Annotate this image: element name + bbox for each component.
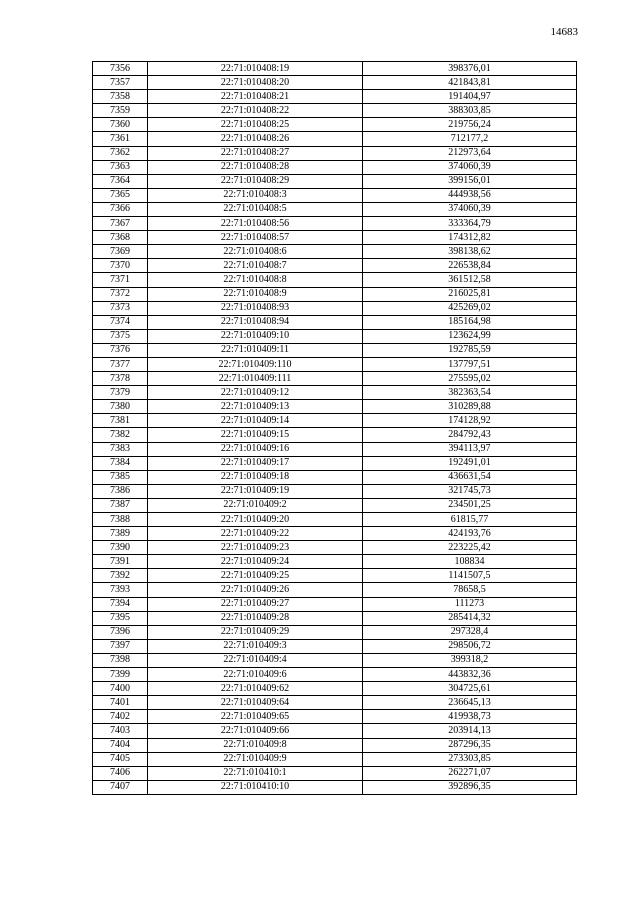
cadastral-number-cell: 22:71:010409:22 xyxy=(148,527,363,541)
value-cell: 421843,81 xyxy=(363,76,577,90)
cadastral-number-cell: 22:71:010409:19 xyxy=(148,484,363,498)
row-number-cell: 7368 xyxy=(93,231,148,245)
value-cell: 298506,72 xyxy=(363,639,577,653)
row-number-cell: 7393 xyxy=(93,583,148,597)
row-number-cell: 7398 xyxy=(93,653,148,667)
cadastral-number-cell: 22:71:010409:64 xyxy=(148,696,363,710)
value-cell: 191404,97 xyxy=(363,90,577,104)
value-cell: 137797,51 xyxy=(363,357,577,371)
table-row xyxy=(93,555,577,569)
cadastral-number-cell: 22:71:010409:8 xyxy=(148,738,363,752)
value-cell: 78658,5 xyxy=(363,583,577,597)
value-cell: 223225,42 xyxy=(363,541,577,555)
row-number-cell: 7375 xyxy=(93,329,148,343)
table-row xyxy=(93,217,577,231)
value-cell: 712177,2 xyxy=(363,132,577,146)
value-cell: 174312,82 xyxy=(363,231,577,245)
value-cell: 382363,54 xyxy=(363,386,577,400)
cadastral-number-cell: 22:71:010409:27 xyxy=(148,597,363,611)
cadastral-number-cell: 22:71:010410:1 xyxy=(148,766,363,780)
row-number-cell: 7370 xyxy=(93,259,148,273)
row-number-cell: 7386 xyxy=(93,484,148,498)
table-row xyxy=(93,160,577,174)
table-row xyxy=(93,513,577,527)
value-cell: 273303,85 xyxy=(363,752,577,766)
row-number-cell: 7406 xyxy=(93,766,148,780)
value-cell: 285414,32 xyxy=(363,611,577,625)
value-cell: 419938,73 xyxy=(363,710,577,724)
value-cell: 123624,99 xyxy=(363,329,577,343)
value-cell: 192785,59 xyxy=(363,343,577,357)
table-row xyxy=(93,76,577,90)
row-number-cell: 7379 xyxy=(93,386,148,400)
value-cell: 212973,64 xyxy=(363,146,577,160)
value-cell: 361512,58 xyxy=(363,273,577,287)
value-cell: 310289,88 xyxy=(363,400,577,414)
cadastral-number-cell: 22:71:010408:21 xyxy=(148,90,363,104)
table-row xyxy=(93,442,577,456)
table-row xyxy=(93,414,577,428)
row-number-cell: 7396 xyxy=(93,625,148,639)
cadastral-number-cell: 22:71:010408:8 xyxy=(148,273,363,287)
table-row xyxy=(93,245,577,259)
row-number-cell: 7403 xyxy=(93,724,148,738)
cadastral-number-cell: 22:71:010409:17 xyxy=(148,456,363,470)
cadastral-number-cell: 22:71:010409:14 xyxy=(148,414,363,428)
row-number-cell: 7362 xyxy=(93,146,148,160)
value-cell: 108834 xyxy=(363,555,577,569)
value-cell: 111273 xyxy=(363,597,577,611)
row-number-cell: 7402 xyxy=(93,710,148,724)
value-cell: 443832,36 xyxy=(363,668,577,682)
table-row xyxy=(93,724,577,738)
value-cell: 398376,01 xyxy=(363,62,577,76)
cadastral-number-cell: 22:71:010409:20 xyxy=(148,513,363,527)
table-row xyxy=(93,62,577,76)
value-cell: 304725,61 xyxy=(363,682,577,696)
table-row xyxy=(93,456,577,470)
cadastral-number-cell: 22:71:010409:16 xyxy=(148,442,363,456)
value-cell: 436631,54 xyxy=(363,470,577,484)
table-row xyxy=(93,752,577,766)
row-number-cell: 7381 xyxy=(93,414,148,428)
value-cell: 61815,77 xyxy=(363,513,577,527)
cadastral-number-cell: 22:71:010409:62 xyxy=(148,682,363,696)
cadastral-number-cell: 22:71:010409:12 xyxy=(148,386,363,400)
cadastral-number-cell: 22:71:010409:18 xyxy=(148,470,363,484)
table-row xyxy=(93,569,577,583)
table-row xyxy=(93,301,577,315)
value-cell: 399318,2 xyxy=(363,653,577,667)
cadastral-number-cell: 22:71:010408:25 xyxy=(148,118,363,132)
table-row xyxy=(93,90,577,104)
cadastral-number-cell: 22:71:010408:27 xyxy=(148,146,363,160)
value-cell: 374060,39 xyxy=(363,202,577,216)
row-number-cell: 7387 xyxy=(93,498,148,512)
table-row xyxy=(93,668,577,682)
table-row xyxy=(93,682,577,696)
table-row xyxy=(93,400,577,414)
table-row xyxy=(93,132,577,146)
cadastral-number-cell: 22:71:010409:11 xyxy=(148,343,363,357)
table-row xyxy=(93,484,577,498)
cadastral-number-cell: 22:71:010408:5 xyxy=(148,202,363,216)
table-row xyxy=(93,766,577,780)
cadastral-number-cell: 22:71:010409:13 xyxy=(148,400,363,414)
cadastral-number-cell: 22:71:010409:66 xyxy=(148,724,363,738)
table-row xyxy=(93,710,577,724)
table-row xyxy=(93,583,577,597)
table-row xyxy=(93,188,577,202)
table-row xyxy=(93,343,577,357)
cadastral-number-cell: 22:71:010409:111 xyxy=(148,372,363,386)
cadastral-number-cell: 22:71:010409:2 xyxy=(148,498,363,512)
row-number-cell: 7399 xyxy=(93,668,148,682)
cadastral-number-cell: 22:71:010409:6 xyxy=(148,668,363,682)
cadastral-number-cell: 22:71:010409:10 xyxy=(148,329,363,343)
value-cell: 236645,13 xyxy=(363,696,577,710)
cadastral-number-cell: 22:71:010409:26 xyxy=(148,583,363,597)
table-row xyxy=(93,372,577,386)
value-cell: 174128,92 xyxy=(363,414,577,428)
row-number-cell: 7378 xyxy=(93,372,148,386)
cadastral-number-cell: 22:71:010409:65 xyxy=(148,710,363,724)
row-number-cell: 7356 xyxy=(93,62,148,76)
row-number-cell: 7382 xyxy=(93,428,148,442)
value-cell: 297328,4 xyxy=(363,625,577,639)
cadastral-number-cell: 22:71:010409:4 xyxy=(148,653,363,667)
row-number-cell: 7384 xyxy=(93,456,148,470)
row-number-cell: 7374 xyxy=(93,315,148,329)
cadastral-number-cell: 22:71:010409:28 xyxy=(148,611,363,625)
value-cell: 203914,13 xyxy=(363,724,577,738)
value-cell: 1141507,5 xyxy=(363,569,577,583)
value-cell: 185164,98 xyxy=(363,315,577,329)
table-row xyxy=(93,541,577,555)
value-cell: 394113,97 xyxy=(363,442,577,456)
cadastral-number-cell: 22:71:010410:10 xyxy=(148,780,363,794)
table-row xyxy=(93,428,577,442)
row-number-cell: 7369 xyxy=(93,245,148,259)
value-cell: 216025,81 xyxy=(363,287,577,301)
value-cell: 234501,25 xyxy=(363,498,577,512)
cadastral-number-cell: 22:71:010408:6 xyxy=(148,245,363,259)
cadastral-number-cell: 22:71:010408:57 xyxy=(148,231,363,245)
row-number-cell: 7360 xyxy=(93,118,148,132)
value-cell: 219756,24 xyxy=(363,118,577,132)
table-body xyxy=(93,62,577,795)
row-number-cell: 7365 xyxy=(93,188,148,202)
row-number-cell: 7404 xyxy=(93,738,148,752)
row-number-cell: 7388 xyxy=(93,513,148,527)
row-number-cell: 7372 xyxy=(93,287,148,301)
value-cell: 275595,02 xyxy=(363,372,577,386)
table-row xyxy=(93,696,577,710)
row-number-cell: 7367 xyxy=(93,217,148,231)
table-row xyxy=(93,146,577,160)
row-number-cell: 7401 xyxy=(93,696,148,710)
value-cell: 424193,76 xyxy=(363,527,577,541)
table-row xyxy=(93,259,577,273)
row-number-cell: 7392 xyxy=(93,569,148,583)
cadastral-number-cell: 22:71:010409:15 xyxy=(148,428,363,442)
cadastral-number-cell: 22:71:010409:25 xyxy=(148,569,363,583)
value-cell: 333364,79 xyxy=(363,217,577,231)
cadastral-number-cell: 22:71:010409:9 xyxy=(148,752,363,766)
row-number-cell: 7361 xyxy=(93,132,148,146)
cadastral-number-cell: 22:71:010408:28 xyxy=(148,160,363,174)
table-row xyxy=(93,174,577,188)
row-number-cell: 7376 xyxy=(93,343,148,357)
cadastral-number-cell: 22:71:010409:29 xyxy=(148,625,363,639)
cadastral-table xyxy=(92,61,577,795)
cadastral-number-cell: 22:71:010408:7 xyxy=(148,259,363,273)
value-cell: 425269,02 xyxy=(363,301,577,315)
table-row xyxy=(93,104,577,118)
row-number-cell: 7400 xyxy=(93,682,148,696)
cadastral-number-cell: 22:71:010408:29 xyxy=(148,174,363,188)
row-number-cell: 7407 xyxy=(93,780,148,794)
cadastral-number-cell: 22:71:010409:110 xyxy=(148,357,363,371)
cadastral-number-cell: 22:71:010408:56 xyxy=(148,217,363,231)
row-number-cell: 7363 xyxy=(93,160,148,174)
row-number-cell: 7373 xyxy=(93,301,148,315)
cadastral-number-cell: 22:71:010408:9 xyxy=(148,287,363,301)
row-number-cell: 7405 xyxy=(93,752,148,766)
cadastral-number-cell: 22:71:010408:19 xyxy=(148,62,363,76)
row-number-cell: 7377 xyxy=(93,357,148,371)
row-number-cell: 7359 xyxy=(93,104,148,118)
cadastral-number-cell: 22:71:010408:26 xyxy=(148,132,363,146)
row-number-cell: 7395 xyxy=(93,611,148,625)
row-number-cell: 7397 xyxy=(93,639,148,653)
cadastral-number-cell: 22:71:010409:3 xyxy=(148,639,363,653)
row-number-cell: 7394 xyxy=(93,597,148,611)
table-row xyxy=(93,639,577,653)
table-row xyxy=(93,653,577,667)
row-number-cell: 7385 xyxy=(93,470,148,484)
row-number-cell: 7371 xyxy=(93,273,148,287)
cadastral-number-cell: 22:71:010408:22 xyxy=(148,104,363,118)
value-cell: 399156,01 xyxy=(363,174,577,188)
table-row xyxy=(93,315,577,329)
cadastral-number-cell: 22:71:010409:23 xyxy=(148,541,363,555)
table-row xyxy=(93,597,577,611)
table-row xyxy=(93,611,577,625)
value-cell: 262271,07 xyxy=(363,766,577,780)
table-row xyxy=(93,527,577,541)
table-row xyxy=(93,202,577,216)
row-number-cell: 7390 xyxy=(93,541,148,555)
table-row xyxy=(93,738,577,752)
value-cell: 287296,35 xyxy=(363,738,577,752)
row-number-cell: 7389 xyxy=(93,527,148,541)
cadastral-number-cell: 22:71:010408:94 xyxy=(148,315,363,329)
row-number-cell: 7383 xyxy=(93,442,148,456)
cadastral-number-cell: 22:71:010408:93 xyxy=(148,301,363,315)
value-cell: 392896,35 xyxy=(363,780,577,794)
table-row xyxy=(93,386,577,400)
cadastral-number-cell: 22:71:010408:20 xyxy=(148,76,363,90)
value-cell: 321745,73 xyxy=(363,484,577,498)
table-row xyxy=(93,625,577,639)
row-number-cell: 7380 xyxy=(93,400,148,414)
row-number-cell: 7391 xyxy=(93,555,148,569)
row-number-cell: 7357 xyxy=(93,76,148,90)
table-row xyxy=(93,470,577,484)
table-row xyxy=(93,273,577,287)
value-cell: 226538,84 xyxy=(363,259,577,273)
value-cell: 374060,39 xyxy=(363,160,577,174)
table-row xyxy=(93,498,577,512)
table-row xyxy=(93,780,577,794)
page-number: 14683 xyxy=(550,26,578,38)
value-cell: 398138,62 xyxy=(363,245,577,259)
table-row xyxy=(93,287,577,301)
table-row xyxy=(93,329,577,343)
table-row xyxy=(93,231,577,245)
table-row xyxy=(93,357,577,371)
table-row xyxy=(93,118,577,132)
row-number-cell: 7364 xyxy=(93,174,148,188)
cadastral-number-cell: 22:71:010409:24 xyxy=(148,555,363,569)
value-cell: 192491,01 xyxy=(363,456,577,470)
value-cell: 284792,43 xyxy=(363,428,577,442)
value-cell: 444938,56 xyxy=(363,188,577,202)
cadastral-number-cell: 22:71:010408:3 xyxy=(148,188,363,202)
row-number-cell: 7366 xyxy=(93,202,148,216)
value-cell: 388303,85 xyxy=(363,104,577,118)
row-number-cell: 7358 xyxy=(93,90,148,104)
